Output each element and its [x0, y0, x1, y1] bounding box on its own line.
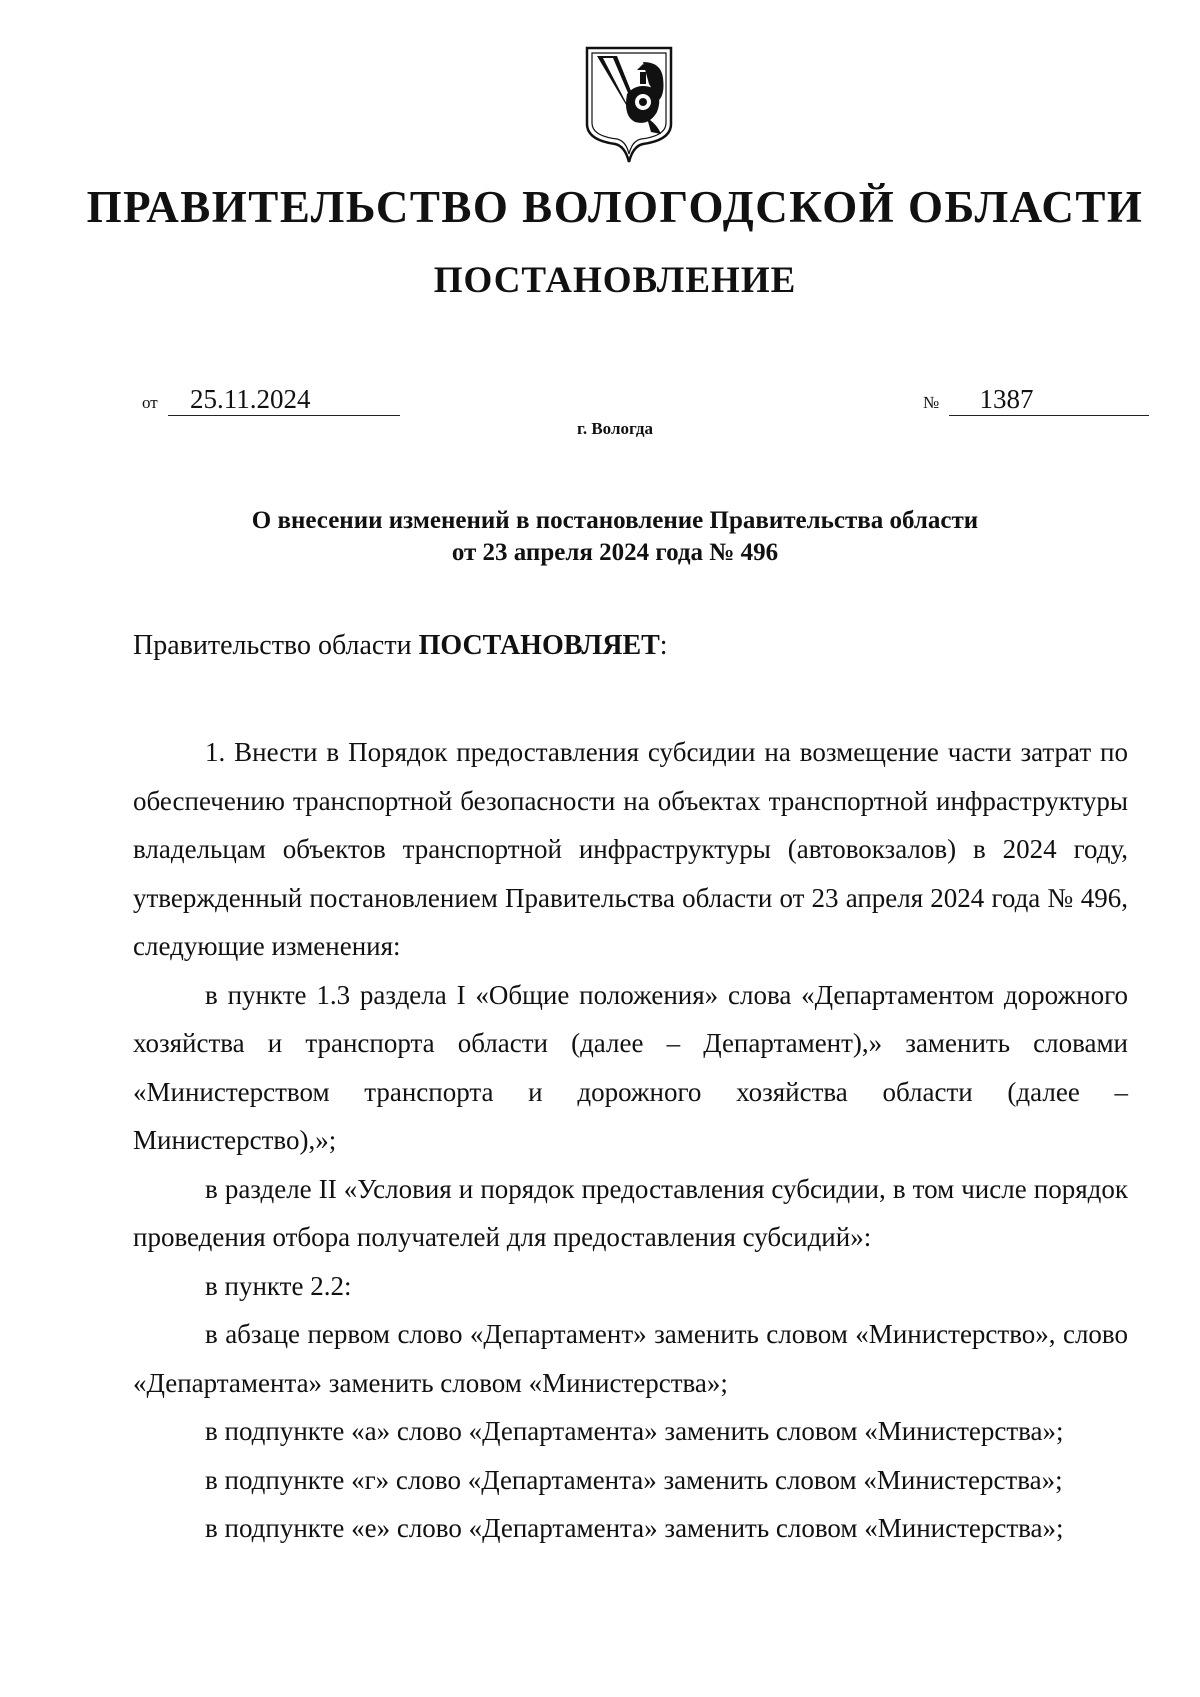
date-label: от — [142, 393, 158, 412]
preamble-suffix: : — [659, 630, 668, 661]
paragraph: в пункте 1.3 раздела I «Общие положения» слова «Департаментом дорожного хозяйства и транспорта области (далее – Департамент),» заменить словами «Министерством транспорта и дорожного хозяйства области (далее – Министерство),»; — [133, 979, 1128, 1155]
paragraph: в пункте 2.2: — [205, 1270, 352, 1301]
preamble-keyword: ПОСТАНОВЛЯЕТ — [418, 630, 660, 661]
subject-line: от 23 апреля 2024 года № 496 — [451, 539, 779, 566]
number-value: 1387 — [949, 386, 1149, 416]
date-value: 25.11.2024 — [168, 386, 400, 416]
document-subject — [0, 505, 1200, 569]
document-number — [923, 386, 1149, 416]
paragraph: в подпункте «г» слово «Департамента» заменить словом «Министерства»; — [205, 1464, 1063, 1495]
paragraph: в подпункте «а» слово «Департамента» заменить словом «Министерства»; — [205, 1416, 1064, 1446]
paragraph: 1. Внести в Порядок предоставления субсидии на возмещение части затрат по обеспечению транспортной безопасности на объектах транспортной инфраструктуры владельцам объектов транспортной инфраструктуры (автовокзалов) в 2024 году, утвержденный постановлением Правительства области от 23 апреля 2024 года № 496, следующие изменения: — [133, 737, 1128, 961]
document-date — [142, 386, 400, 416]
document-body — [133, 728, 1128, 1553]
document-type: ПОСТАНОВЛЕНИЕ — [433, 260, 797, 301]
paragraph: в абзаце первом слово «Департамент» заменить словом «Министерство», слово «Департамента» заменить словом «Министерства»; — [133, 1319, 1128, 1398]
paragraph: в разделе II «Условия и порядок предоставления субсидии, в том числе порядок проведения отбора получателей для предоставления субсидий»: — [133, 1173, 1128, 1252]
subject-line: О внесении изменений в постановление Правительства области — [251, 507, 979, 534]
preamble-text: Правительство области — [133, 630, 419, 661]
preamble — [133, 630, 668, 662]
city: г. Вологда — [577, 419, 653, 438]
vologda-coat-of-arms-icon — [583, 44, 675, 166]
government-title: ПРАВИТЕЛЬСТВО ВОЛОГОДСКОЙ ОБЛАСТИ — [86, 182, 1144, 232]
paragraph: в подпункте «е» слово «Департамента» заменить словом «Министерства»; — [205, 1513, 1064, 1543]
number-label: № — [923, 393, 940, 412]
